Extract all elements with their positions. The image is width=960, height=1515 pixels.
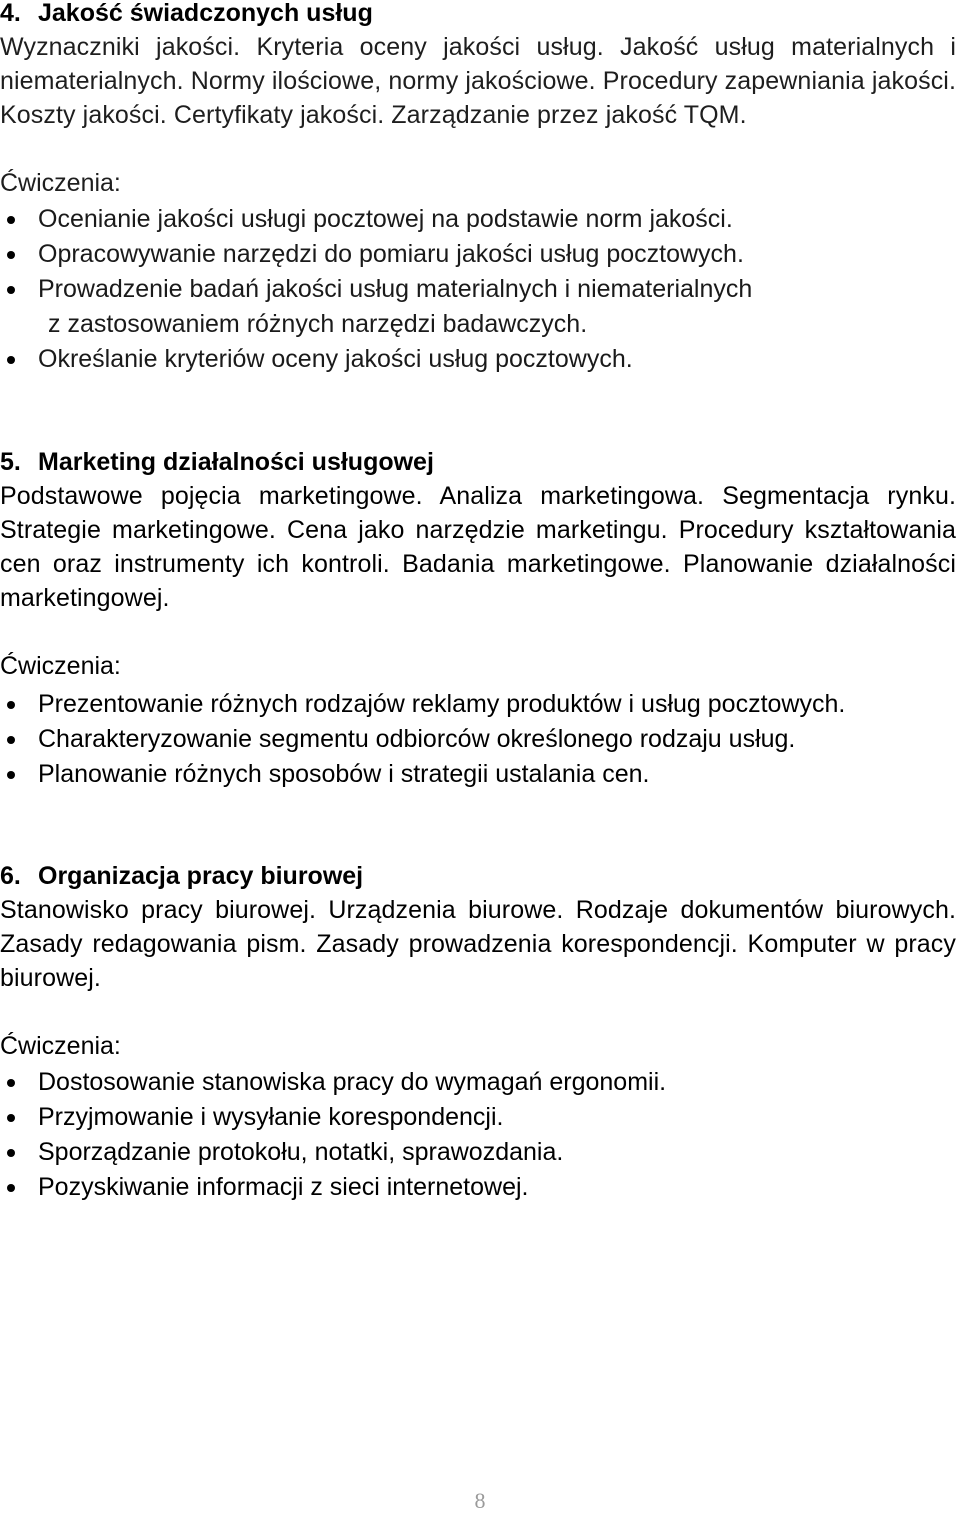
list-item: Planowanie różnych sposobów i strategii ustalania cen.: [0, 757, 956, 792]
section-4-paragraph: Wyznaczniki jakości. Kryteria oceny jakości usług. Jakość usług materialnych i niematerialnych. Normy ilościowe, normy jakościowe. Procedury zapewniania jakości. Koszty jakości. Certyfikaty jakości. Zarządzanie przez jakość TQM.: [0, 33, 956, 129]
section-5-heading: [0, 445, 956, 479]
bullet-icon: [7, 1079, 15, 1087]
section-number: 4.: [0, 0, 21, 27]
section-4-heading: [0, 0, 956, 30]
bullet-icon: [7, 1114, 15, 1122]
exercises-list: [0, 1065, 956, 1205]
section-title: Organizacja pracy biurowej: [38, 862, 364, 890]
list-item: Dostosowanie stanowiska pracy do wymagań ergonomii.: [0, 1065, 956, 1100]
list-item-continuation: z zastosowaniem różnych narzędzi badawczych.: [48, 310, 588, 338]
section-5-paragraph: Podstawowe pojęcia marketingowe. Analiza marketingowa. Segmentacja rynku. Strategie marketingowe. Cena jako narzędzie marketingu. Procedury kształtowania cen oraz instrumenty ich kontroli. Badania marketingowe. Planowanie działalności marketingowej.: [0, 482, 956, 612]
bullet-icon: [7, 1149, 15, 1157]
bullet-icon: [7, 1184, 15, 1192]
list-item: Opracowywanie narzędzi do pomiaru jakości usług pocztowych.: [0, 237, 956, 272]
exercises-list: [0, 202, 956, 377]
section-number: 6.: [0, 862, 21, 890]
list-item: Sporządzanie protokołu, notatki, sprawozdania.: [0, 1135, 956, 1170]
section-6-heading: [0, 859, 956, 893]
section-4: [0, 0, 956, 377]
list-item: Prowadzenie badań jakości usług materialnych i niematerialnych z zastosowaniem różnych narzędzi badawczych.: [0, 272, 956, 342]
section-6: [0, 859, 956, 1205]
list-item: Charakteryzowanie segmentu odbiorców określonego rodzaju usług.: [0, 722, 956, 757]
bullet-icon: [7, 251, 15, 259]
list-item: Pozyskiwanie informacji z sieci internetowej.: [0, 1170, 956, 1205]
section-number: 5.: [0, 448, 21, 476]
bullet-icon: [7, 701, 15, 709]
list-item: Ocenianie jakości usługi pocztowej na podstawie norm jakości.: [0, 202, 956, 237]
exercises-label: Ćwiczenia:: [0, 169, 121, 197]
exercises-label: Ćwiczenia:: [0, 652, 121, 680]
list-item: Prezentowanie różnych rodzajów reklamy produktów i usług pocztowych.: [0, 687, 956, 722]
bullet-icon: [7, 356, 15, 364]
bullet-icon: [7, 286, 15, 294]
page-number: 8: [474, 1488, 486, 1513]
section-title: Marketing działalności usługowej: [38, 448, 434, 476]
section-6-paragraph: Stanowisko pracy biurowej. Urządzenia biurowe. Rodzaje dokumentów biurowych. Zasady redagowania pism. Zasady prowadzenia korespondencji. Komputer w pracy biurowej.: [0, 896, 956, 992]
bullet-icon: [7, 736, 15, 744]
bullet-icon: [7, 216, 15, 224]
section-5: [0, 445, 956, 792]
list-item: Przyjmowanie i wysyłanie korespondencji.: [0, 1100, 956, 1135]
section-title: Jakość świadczonych usług: [38, 0, 373, 27]
exercises-label: Ćwiczenia:: [0, 1032, 121, 1060]
exercises-list: [0, 687, 956, 792]
list-item: Określanie kryteriów oceny jakości usług pocztowych.: [0, 342, 956, 377]
bullet-icon: [7, 771, 15, 779]
